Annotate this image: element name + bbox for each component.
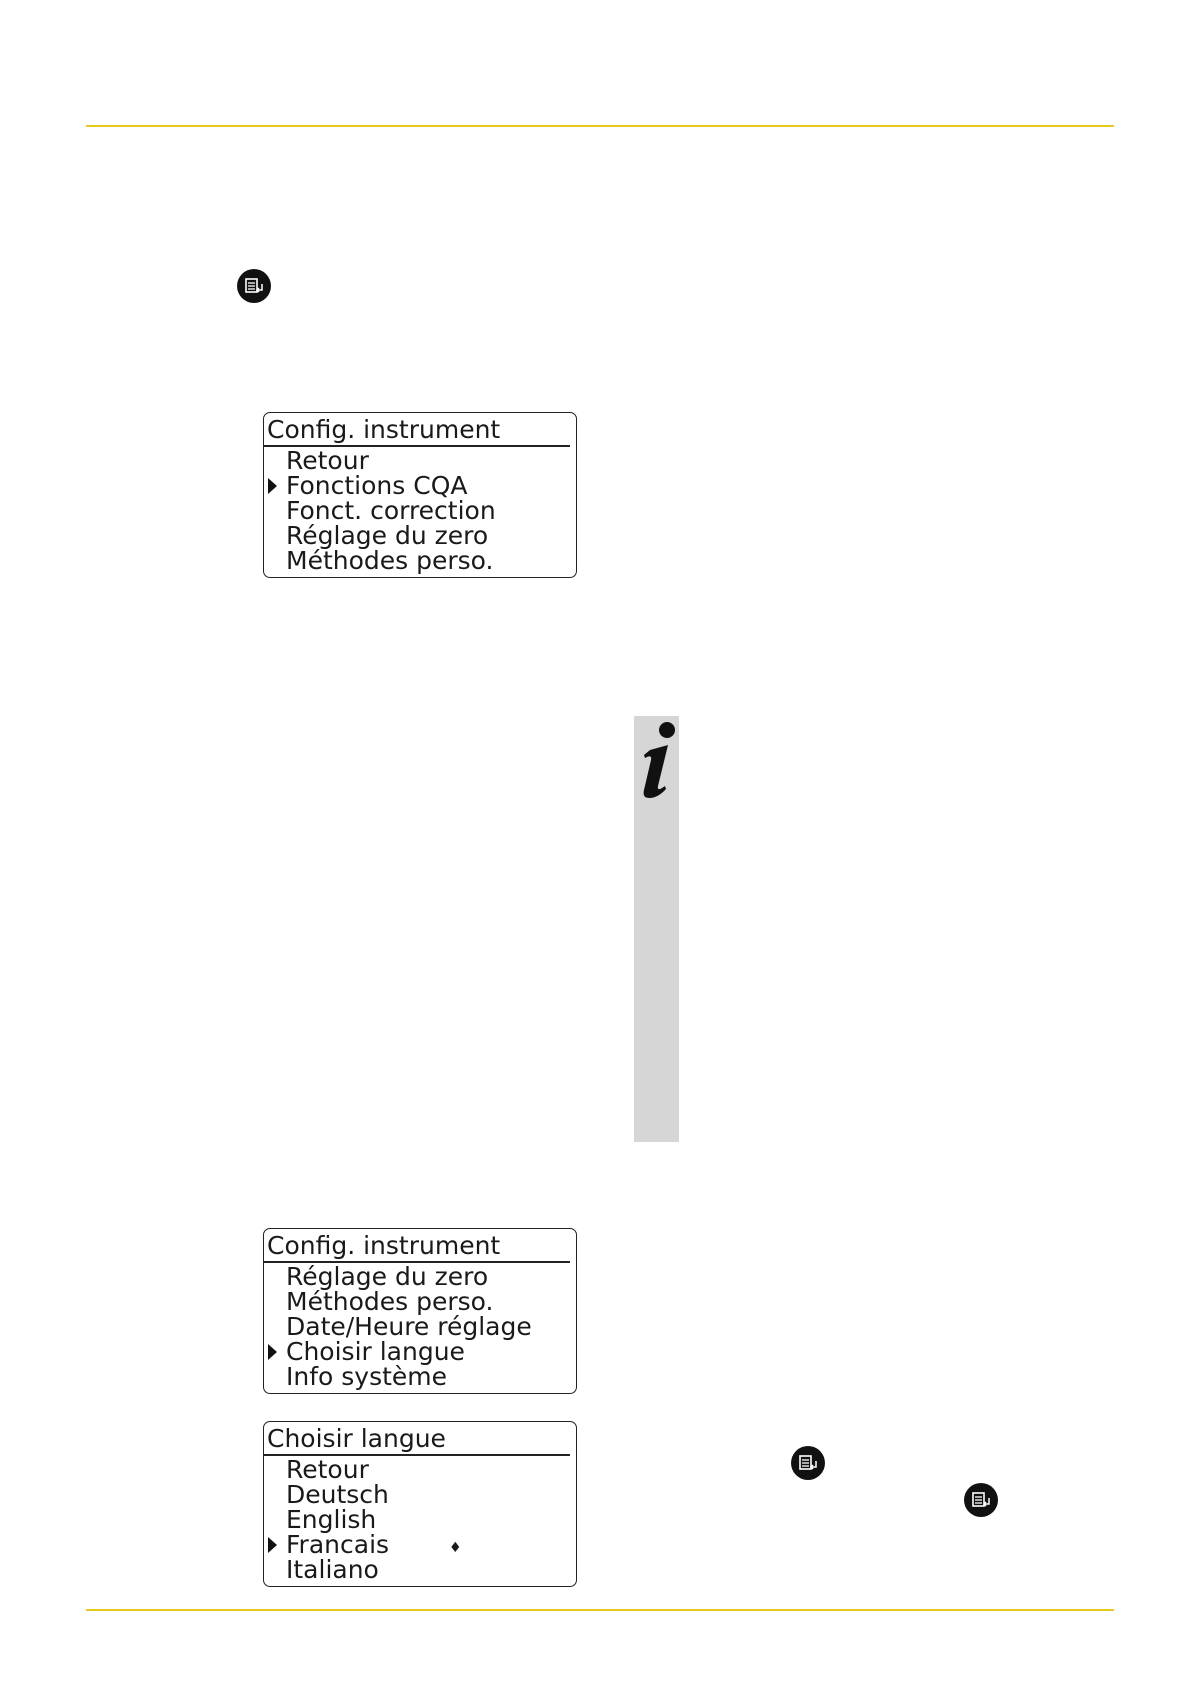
lcd-screen-config-1	[263, 412, 577, 578]
menu-enter-icon	[237, 269, 271, 303]
menu-item-fonct-correction: Fonct. correction	[286, 496, 496, 525]
menu-enter-icon	[964, 1483, 998, 1517]
lcd-title: Config. instrument	[264, 1229, 570, 1263]
menu-item-italiano: Italiano	[286, 1555, 379, 1584]
menu-item-deutsch: Deutsch	[286, 1480, 389, 1509]
lcd-screen-langue	[263, 1421, 577, 1587]
lcd-screen-config-2	[263, 1228, 577, 1394]
header-rule	[86, 125, 1114, 127]
menu-enter-icon	[791, 1446, 825, 1480]
menu-item-reglage-zero: Réglage du zero	[286, 1262, 489, 1291]
menu-item-label: Francais	[286, 1530, 390, 1559]
menu-item-retour: Retour	[286, 446, 369, 475]
menu-item-english: English	[286, 1505, 377, 1534]
menu-item-methodes-perso: Méthodes perso.	[286, 546, 494, 575]
menu-item-francais	[264, 1532, 576, 1557]
menu-item-fonctions-cqa: Fonctions CQA	[264, 473, 576, 498]
info-icon	[636, 720, 678, 802]
menu-item-date-heure: Date/Heure réglage	[286, 1312, 532, 1341]
active-marker-icon: ♦	[449, 1540, 462, 1556]
info-sidebar	[634, 716, 679, 1142]
footer-rule	[86, 1609, 1114, 1611]
menu-item-choisir-langue: Choisir langue	[264, 1339, 576, 1364]
lcd-title: Choisir langue	[264, 1422, 570, 1456]
menu-item-methodes-perso: Méthodes perso.	[286, 1287, 494, 1316]
menu-item-reglage-zero: Réglage du zero	[286, 521, 489, 550]
menu-item-info-systeme: Info système	[286, 1362, 448, 1391]
menu-item-retour: Retour	[286, 1455, 369, 1484]
lcd-title: Config. instrument	[264, 413, 570, 447]
